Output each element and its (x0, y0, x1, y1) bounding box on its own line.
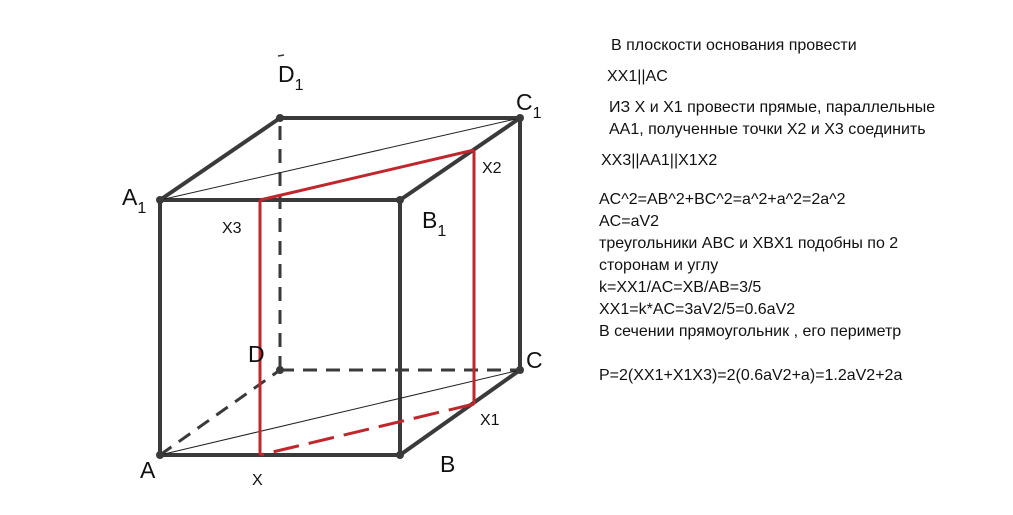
note-line-12: В сечении прямоугольник , его периметр (599, 323, 902, 340)
label-C1-sub: 1 (532, 105, 542, 122)
label-B1-sub: 1 (437, 223, 447, 240)
label-B: B (440, 451, 456, 477)
label-X: X (252, 472, 263, 489)
label-D: D (248, 341, 265, 367)
note-line-3: ИЗ X и X1 провести прямые, параллельные (609, 99, 936, 116)
label-A1-sub: 1 (137, 200, 147, 217)
note-line-7: AC=aV2 (599, 213, 660, 230)
label-A: A (140, 457, 156, 483)
note-line-6: AC^2=AB^2+BC^2=a^2+a^2=2a^2 (599, 191, 846, 208)
note-line-5: XX3||AA1||X1X2 (601, 152, 718, 169)
label-A1-base: A (122, 184, 138, 210)
label-X1: X1 (480, 412, 500, 429)
label-X3: X3 (222, 220, 242, 237)
label-D1-sub: 1 (294, 77, 304, 94)
note-line-8: треугольники ABC и XBX1 подобны по 2 (599, 235, 899, 252)
label-B1-base: B (422, 207, 438, 233)
note-line-10: k=XX1/AC=XB/AB=3/5 (599, 279, 762, 296)
label-X2: X2 (482, 160, 502, 177)
note-line-4: AA1, полученные точки X2 и X3 соединить (609, 121, 926, 138)
note-line-13: P=2(XX1+X1X3)=2(0.6aV2+a)=1.2aV2+2a (599, 367, 903, 384)
note-line-11: XX1=k*AC=3aV2/5=0.6aV2 (599, 301, 796, 318)
note-line-9: сторонам и углу (599, 257, 719, 274)
label-C1-base: C (516, 89, 533, 115)
label-C: C (526, 347, 543, 373)
note-line-1: В плоскости основания провести (611, 37, 857, 54)
note-line-2: XX1||AC (607, 68, 668, 85)
label-D1-base: D (278, 61, 295, 87)
